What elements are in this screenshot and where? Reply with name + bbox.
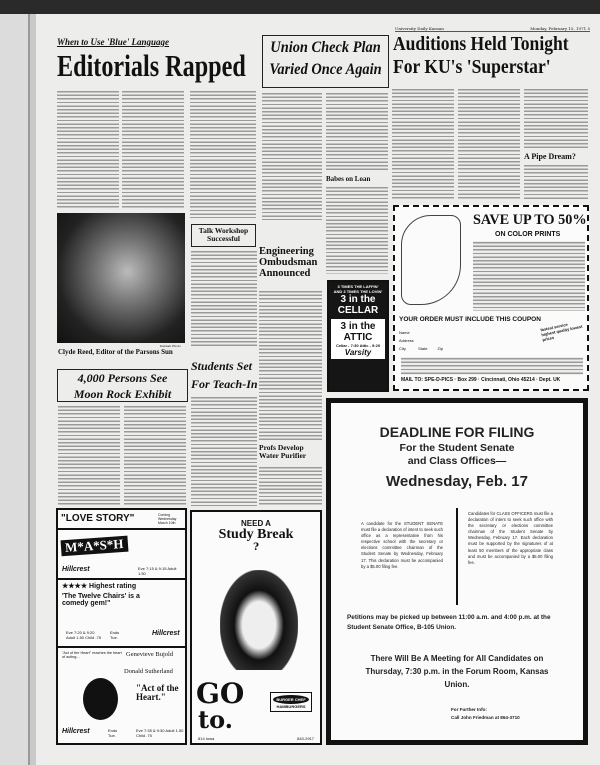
- article-body: [326, 186, 388, 274]
- article-body: [524, 88, 588, 150]
- deadline-title: DEADLINE FOR FILING: [379, 424, 535, 440]
- name-field[interactable]: Name: [399, 330, 410, 335]
- union-headline-1: Union Check Plan: [270, 39, 381, 56]
- meeting-info: There Will Be A Meeting for All Candidates on Thursday, 7:30 p.m. in the Forum Room, Kansas Union.: [365, 654, 549, 689]
- pipe-dream-headline: A Pipe Dream?: [524, 152, 576, 161]
- burger-chef-ad[interactable]: [190, 510, 322, 745]
- paper-name: University Daily Kansan: [395, 26, 444, 31]
- actor-name: Donald Sutherland: [124, 668, 173, 675]
- ad-tagline: AND 3 TIMES THE LOVIN': [333, 289, 383, 294]
- order-options: [401, 357, 583, 375]
- editorials-kicker: When to Use 'Blue' Language: [57, 37, 170, 47]
- theater-logo: Hillcrest: [152, 630, 180, 637]
- union-headline-box: [262, 35, 389, 88]
- article-body: [190, 90, 256, 218]
- article-body: [191, 396, 257, 506]
- phone: 843-2917: [297, 736, 314, 741]
- deadline-subtitle: For the Student Senate: [399, 441, 515, 454]
- city-field[interactable]: City: [399, 346, 406, 351]
- adjacent-page-edge: [0, 0, 30, 765]
- quality-badge: fastest service highest quality lowest prices: [539, 321, 583, 343]
- showtimes: Cellar - 7:30 Attic - 9:20: [335, 343, 381, 348]
- teachin-headline-2: For Teach-In: [191, 377, 258, 391]
- editorials-headline: Editorials Rapped: [57, 48, 246, 83]
- babes-headline: Babes on Loan: [326, 175, 371, 183]
- ad-tagline: 3 TIMES THE LAFFIN': [337, 284, 379, 289]
- article-body: [58, 405, 120, 505]
- showtimes: Eve 7:20 & 9:20 Adult 1.50 Child .75: [66, 630, 101, 640]
- burger-chef-logo: [270, 692, 312, 712]
- article-body: [124, 405, 186, 505]
- ends-date: Ends Tue.: [110, 630, 120, 640]
- divider: [456, 508, 458, 605]
- moonrock-headline-2: Moon Rock Exhibit: [73, 386, 172, 401]
- masthead: [395, 26, 590, 32]
- prints-subhead: ON COLOR PRINTS: [495, 231, 561, 238]
- moonrock-headline-1: 4,000 Persons See: [77, 371, 168, 385]
- review-quote: "Act of the Heart" reaches the heart of acting...: [62, 651, 122, 659]
- filing-deadline-ad[interactable]: [326, 398, 588, 745]
- photo-caption: Clyde Reed, Editor of the Parsons Sun: [58, 348, 173, 356]
- article-body: [57, 90, 119, 210]
- zip-field[interactable]: Zip: [437, 346, 444, 351]
- face-illustration: [220, 570, 298, 670]
- article-body: [122, 90, 184, 210]
- rating-stars: ★★★★ Highest rating: [62, 583, 137, 590]
- auditions-headline-1: Auditions Held Tonight: [393, 34, 569, 55]
- petitions-info: Petitions may be picked up between 11:00 a.m. and 4:00 p.m. at the Student Senate Office, B-105 Union.: [347, 614, 551, 632]
- theater-logo: Hillcrest: [62, 566, 90, 573]
- class-officer-requirements: Candidates for CLASS OFFICERS must file a declaration of intent to seek such office with the secretary or elections committee chairman of the Student Senate by Wednesday, February 17. Each declaration must be supported by the signatures of at least 50 members of the appropriate class and must be accompanied by a $5.00 filing fee.: [468, 511, 553, 565]
- article-body: [259, 290, 322, 440]
- mail-to-address: MAIL TO: SPE-D-PICS · Box 299 · Cincinnati, Ohio 45214 · Dept. UK: [401, 377, 561, 383]
- ends-date: Ends Tue.: [108, 728, 118, 738]
- photo-credit: Kansan Photo: [160, 344, 181, 348]
- need-a-text: NEED A: [241, 519, 271, 528]
- scan-border: [0, 0, 600, 14]
- article-body: [524, 164, 588, 200]
- address: 814 Iowa: [198, 736, 215, 741]
- illustration-woman: [401, 215, 461, 305]
- auditions-headline-2: For KU's 'Superstar': [393, 57, 551, 78]
- article-body: [259, 466, 322, 506]
- flame-portrait: [83, 678, 118, 720]
- article-body: [326, 92, 388, 170]
- deadline-date: Wednesday, Feb. 17: [386, 472, 528, 490]
- further-info-label: For Further Info:: [451, 707, 487, 712]
- hillcrest-movies-ad[interactable]: [56, 508, 187, 745]
- theater-logo: Hillcrest: [62, 728, 90, 735]
- showtimes: Eve 7:15 & 9:15 Adult 1.50: [138, 566, 177, 576]
- union-headline-2: Varied Once Again: [269, 60, 382, 78]
- contact-info: Call John Friedman at 864-3710: [451, 715, 520, 720]
- showtimes: Eve 7:35 & 9:30 Adult 1.50 Child .75: [136, 728, 184, 738]
- love-story-title: "LOVE STORY": [61, 512, 135, 524]
- workshop-headline: Talk Workshop Successful: [191, 224, 256, 247]
- page-number: 5: [587, 26, 590, 31]
- deadline-subtitle: and Class Offices—: [407, 454, 507, 467]
- engineering-headline: Engineering Ombudsman Announced: [259, 246, 318, 280]
- profs-headline: Profs Develop Water Purifier: [259, 443, 307, 460]
- logo-subtext: HAMBURGERS: [276, 704, 306, 709]
- theater-name: Varsity: [344, 348, 372, 357]
- article-body: [262, 92, 322, 220]
- article-body: [458, 88, 520, 200]
- attic-title: 3 in the ATTIC: [340, 321, 376, 343]
- mash-title: M*A*S*H: [61, 536, 128, 556]
- clyde-reed-photo: [57, 213, 185, 343]
- twelve-chairs-title: 'The Twelve Chairs' is a comedy gem!": [62, 593, 140, 608]
- actor-name: Genevieve Bujold: [126, 651, 174, 658]
- coupon-fields: [399, 329, 529, 353]
- moonrock-headline-box: [57, 369, 188, 402]
- article-body: [191, 250, 257, 348]
- cellar-title: 3 in the CELLAR: [337, 294, 379, 316]
- varsity-movie-ad[interactable]: [327, 280, 389, 392]
- study-break-text: Study Break: [218, 527, 294, 543]
- act-of-heart-title: "Act of the Heart.": [136, 683, 179, 703]
- article-body: [392, 88, 454, 200]
- coming-date: Coming Wednesday March 10th: [158, 513, 177, 525]
- color-prints-ad[interactable]: [393, 205, 589, 391]
- go-text: GO: [196, 677, 245, 710]
- prints-headline: SAVE UP TO 50%: [473, 212, 587, 228]
- ad-body: [473, 241, 585, 311]
- senate-requirements: A candidate for the STUDENT SENATE must file a declaration of intent to seek such office as a representative from his respective school with the secretary or elections committee chairman of the Student Senate by Wednesday, February 17. This declaration must be accompanied by a $5.00 filing fee.: [361, 521, 443, 569]
- to-text: to.: [198, 705, 234, 734]
- logo-text: BURGER CHEF: [273, 695, 309, 704]
- coupon-heading: YOUR ORDER MUST INCLUDE THIS COUPON: [399, 316, 541, 323]
- question-mark: ?: [253, 542, 259, 554]
- state-field[interactable]: State: [418, 346, 428, 351]
- teachin-headline-1: Students Set: [191, 359, 253, 373]
- address-field[interactable]: Address: [399, 338, 414, 343]
- issue-date: Monday, February 15, 1971: [530, 26, 587, 31]
